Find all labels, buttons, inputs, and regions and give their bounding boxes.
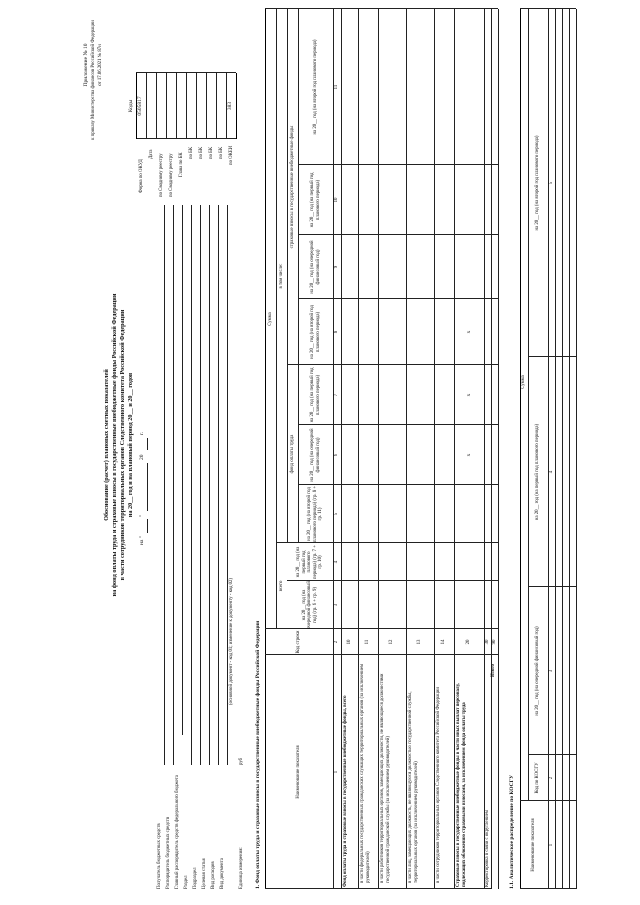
fot-y1-header: на 20__ год (на первый год планового периода) <box>309 367 321 423</box>
total-label: Итого <box>491 664 496 677</box>
doc-title-line3: в части сотрудников территориальных органов Следственного комитета Российской Федерации <box>119 309 126 581</box>
kosgu-col-code: Код по КОСГУ <box>535 762 541 794</box>
doc-type-label: Вид документа <box>220 858 225 889</box>
doc-type-note: (основной документ - код 01; изменение к документу - код 02) <box>229 577 234 705</box>
doc-title-line2: на фонд оплаты труда и страховые взносы в государственные внебюджетные фонды Российской Федерации <box>111 293 118 597</box>
col-num: 2 <box>334 640 340 644</box>
bk2-label: по БК <box>199 146 204 159</box>
receiver-label: Получатель бюджетных средств <box>157 823 162 889</box>
table-row-code: 11 <box>365 639 371 645</box>
glava-label: Глава по БК <box>179 152 184 177</box>
section-label: Раздел <box>184 875 189 889</box>
ins-y2-header: на 20__ год (на второй год планового периода) <box>312 39 318 135</box>
table-row-code: 12 <box>389 639 395 645</box>
ins-y0-header: на 20__ год (на очередной финансовый год) <box>309 240 321 294</box>
kosgu-y1: на 20__ год (на первый год планового периода) <box>535 423 541 521</box>
date-quote: " <box>139 514 145 517</box>
col-code-header: Код строки <box>296 630 302 654</box>
date-year-prefix: 20 <box>139 454 145 460</box>
col-num: 9 <box>334 265 340 269</box>
okei-value: 383 <box>227 101 233 111</box>
unit-label: Единица измерения: <box>239 847 244 889</box>
registry1-label: по Сводному реестру <box>159 153 164 197</box>
date-suffix: г. <box>139 431 145 435</box>
okei-label: по ОКЕИ <box>229 145 234 165</box>
kosgu-col-name: Наименование показателя <box>531 818 537 872</box>
col-num: 3 <box>334 603 340 607</box>
table-row-label: Фонд оплаты труда и страховые взносы в государственные внебюджетные фонды, всего <box>343 695 348 887</box>
col-num: 11 <box>334 84 340 90</box>
table-row-label: в части сотрудников территориальных органов Следственного комитета Российской Федерации <box>436 687 441 883</box>
bk1-label: по БК <box>189 146 194 159</box>
col-num: 6 <box>334 453 340 457</box>
section1-heading: 1. Фонд оплаты труда и страховые взносы в государственные внебюджетные фонды Российской Федерации <box>255 620 261 889</box>
kosgu-num: 2 <box>548 776 554 780</box>
kosgu-num: 3 <box>548 669 554 673</box>
table-row-code: 10 <box>346 639 352 645</box>
appendix-label: Приложение № 10 <box>83 43 89 87</box>
subsection-label: Подраздел <box>193 867 198 889</box>
col-including-header: в том числе: <box>278 263 284 289</box>
registry2-label: по Сводному реестру <box>169 153 174 197</box>
kosgu-col-sum: Сумма <box>521 375 527 389</box>
doc-title-line1: Обоснование (расчет) плановых сметных показателей <box>103 369 110 521</box>
col-num: 5 <box>334 512 340 516</box>
section11-heading: 1.1. Аналитическое распределение по КОСГУ <box>509 774 515 889</box>
okud-label: Форма по ОКУД <box>139 159 144 193</box>
date-code-label: Дата <box>149 149 154 159</box>
table-row-code: 14 <box>441 639 447 645</box>
kosgu-num: 1 <box>548 843 554 847</box>
target-label: Целевая статья <box>202 858 207 889</box>
bk4-label: по БК <box>219 146 224 159</box>
bk3-label: по БК <box>209 146 214 159</box>
col-ins-header: страховые взносы в государственные внебюджетные фонды <box>289 125 295 249</box>
doc-title-line4: на 20__ год и на плановый период 20__ и 20__ годов <box>127 372 134 518</box>
okud-value: 0505817 <box>137 96 143 116</box>
x-mark: x <box>465 330 472 334</box>
total-y1-header: на 20__ год (на первый год планового периода) (гр. 7 + гр. 10) <box>296 545 324 579</box>
table-row-code: 20 <box>466 639 472 645</box>
table-row-label: Страховые взносы в государственные внебюджетные фонды в части иных выплат персоналу, подлежащих обложению страховыми взносами, за исключением фонда оплаты труда <box>456 683 467 887</box>
col-sum-header: Сумма <box>267 312 273 326</box>
total-y0-header: на 20__ год (на очередной финансовый год) (гр. 6 + гр. 9) <box>301 581 318 629</box>
expense-label: Вид расходов <box>211 861 216 889</box>
total-code: 90 <box>491 639 497 645</box>
total-y2-header: на 20__ год (на второй год планового периода) (гр. 8 + гр. 11) <box>307 485 324 543</box>
unit-value: руб <box>239 757 244 765</box>
col-num: 4 <box>334 560 340 564</box>
kosgu-num: 4 <box>548 470 554 474</box>
kosgu-y2: на 20__ год (на второй год планового периода) <box>535 135 541 231</box>
codes-header: Коды <box>128 99 134 113</box>
table-row-code: 13 <box>417 639 423 645</box>
x-mark: x <box>465 453 472 457</box>
col-name-header: Наименование показателя <box>296 745 302 799</box>
col-num: 8 <box>334 330 340 334</box>
col-num: 1 <box>334 770 340 774</box>
col-total-header: всего <box>278 580 284 592</box>
ins-y1-header: на 20__ год (на первый год планового периода) <box>309 172 321 228</box>
table-row-label: в части лиц, замещающих должность, не являющуюся должностью государственной службы, территориальных органов (за исключением руководителей) <box>408 691 419 883</box>
kosgu-y0: на 20__ год (на очередной финансовый год) <box>535 626 541 716</box>
manager-label: Распорядитель бюджетных средств <box>166 816 171 889</box>
table-row-code: 30 <box>484 639 490 645</box>
chief-label: Главный распорядитель средств федерального бюджета <box>175 775 180 889</box>
fot-y2-header: на 20__ год (на второй год планового периода) <box>309 305 321 359</box>
date-prefix: на " <box>139 535 145 545</box>
appendix-date: от 17.06.2021 № 87н <box>98 44 103 86</box>
appendix-order: к приказу Министерства финансов Российской Федерации <box>91 20 96 140</box>
kosgu-num: 5 <box>548 181 554 185</box>
table-row-label: в части работников территориальных органов, замещающих должности, не являющиеся должностями государственной гражданской службы (за исключением руководителей) <box>380 673 391 883</box>
table-row-label: в части федеральных государственных гражданских служащих территориальных органов (за исключением руководителей) <box>360 664 371 883</box>
x-mark: x <box>465 393 472 397</box>
fot-y0-header: на 20__ год (на очередной финансовый год) <box>309 428 321 482</box>
table-row-label: Корректировка в связи с округлением <box>485 810 490 887</box>
col-fot-header: фонд оплаты труда <box>289 434 295 474</box>
col-num: 7 <box>334 393 340 397</box>
col-num: 10 <box>334 197 340 203</box>
